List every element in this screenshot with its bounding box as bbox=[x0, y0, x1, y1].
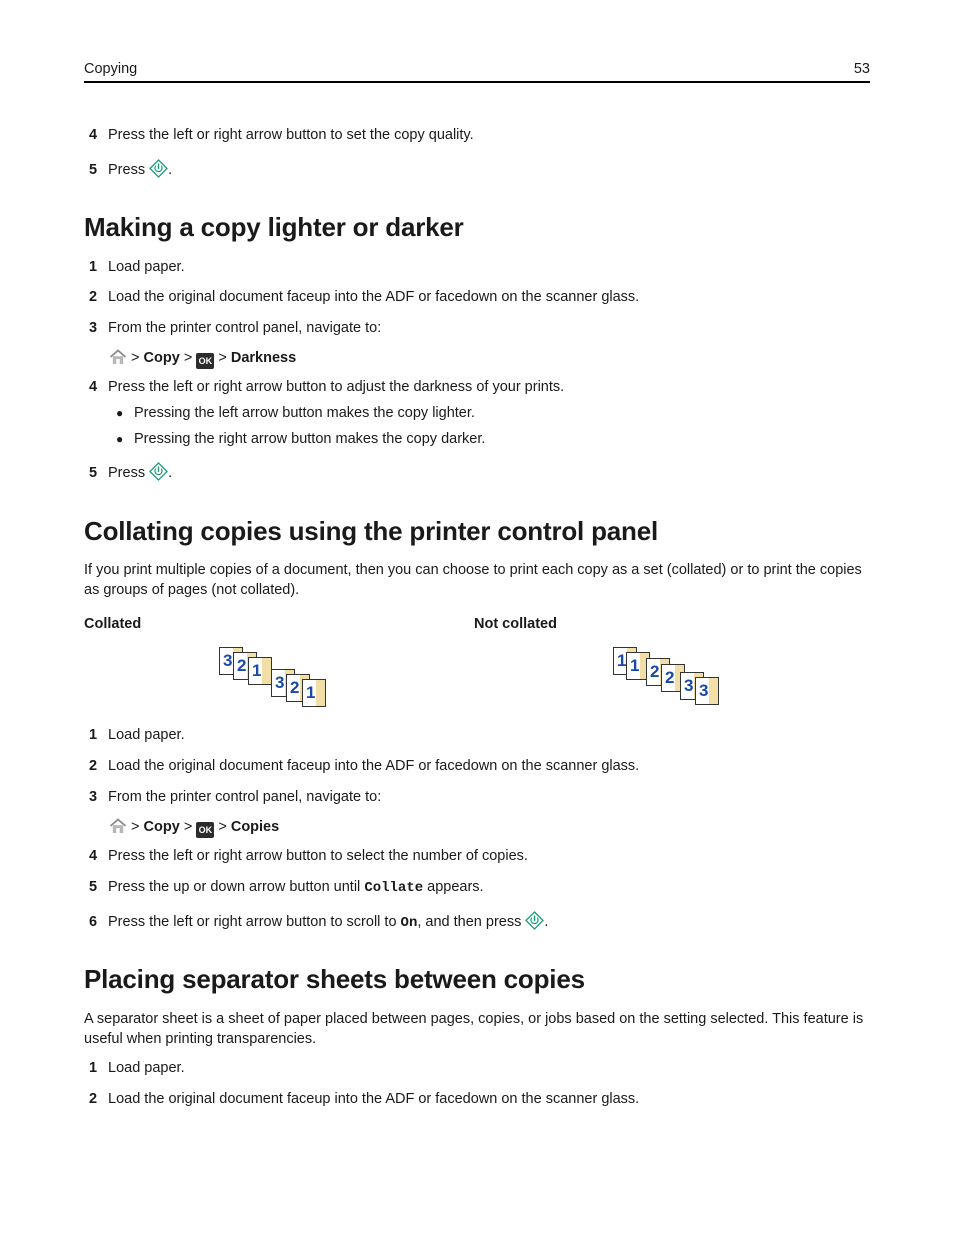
code-on: On bbox=[400, 915, 418, 931]
page-digit: 2 bbox=[665, 668, 675, 687]
step-text: From the printer control panel, navigate to: bbox=[108, 789, 382, 805]
nav-copy: Copy bbox=[143, 350, 180, 366]
page-digit: 2 bbox=[237, 656, 247, 675]
step-item bbox=[89, 848, 528, 864]
section-title-lighter-darker: Making a copy lighter or darker bbox=[84, 212, 464, 242]
page-digit: 3 bbox=[275, 673, 285, 692]
step-number: 5 bbox=[89, 162, 98, 178]
page-digit: 1 bbox=[617, 651, 627, 670]
step-suffix: . bbox=[544, 914, 549, 930]
step-number: 1 bbox=[89, 259, 98, 275]
page-sheet bbox=[695, 677, 719, 705]
nav-target: Darkness bbox=[230, 350, 297, 366]
page-digit: 2 bbox=[650, 662, 660, 681]
step-suffix: . bbox=[168, 162, 173, 178]
step-suffix: . bbox=[168, 465, 173, 481]
page-sheet bbox=[302, 679, 326, 707]
step-number: 1 bbox=[89, 1060, 98, 1076]
step-text: Press bbox=[108, 465, 146, 481]
step-item bbox=[89, 259, 185, 275]
step-item bbox=[89, 289, 639, 305]
bullet-text: Pressing the right arrow button makes the copy darker. bbox=[134, 431, 486, 447]
navigation-path bbox=[109, 349, 296, 369]
page-digit: 3 bbox=[684, 676, 694, 695]
step-text: Load the original document faceup into the ADF or facedown on the scanner glass. bbox=[108, 289, 640, 305]
step-text: Press the left or right arrow button to select the number of copies. bbox=[108, 848, 528, 864]
step-item bbox=[89, 379, 564, 395]
code-collate: Collate bbox=[364, 880, 424, 896]
step-text: Load paper. bbox=[108, 259, 185, 275]
running-header-section: Copying bbox=[84, 61, 138, 77]
step-item bbox=[89, 727, 185, 743]
section-title-separator-sheets: Placing separator sheets between copies bbox=[84, 964, 585, 994]
step-number: 3 bbox=[89, 789, 98, 805]
step-item bbox=[89, 127, 474, 143]
page-digit: 3 bbox=[699, 681, 709, 700]
step-text: , and then press bbox=[417, 914, 522, 930]
section-intro-paragraph: A separator sheet is a sheet of paper placed between pages, copies, or jobs based on the setting selected. This feature is useful when printing transparencies. bbox=[84, 1011, 864, 1047]
step-number: 4 bbox=[89, 379, 98, 395]
home-icon bbox=[109, 350, 127, 366]
start-diamond-icon bbox=[525, 911, 544, 934]
nav-separator: > bbox=[183, 350, 193, 366]
page-digit: 1 bbox=[252, 661, 262, 680]
nav-separator: > bbox=[131, 350, 140, 366]
step-text: From the printer control panel, navigate to: bbox=[108, 320, 382, 336]
navigation-path bbox=[109, 818, 279, 838]
step-number: 3 bbox=[89, 320, 98, 336]
nav-separator: > bbox=[183, 819, 193, 835]
step-text: Load paper. bbox=[108, 727, 185, 743]
nav-target: Copies bbox=[230, 819, 280, 835]
start-diamond-icon bbox=[149, 159, 168, 182]
nav-separator: > bbox=[218, 819, 227, 835]
nav-separator: > bbox=[218, 350, 227, 366]
step-number: 4 bbox=[89, 127, 98, 143]
step-text: Load the original document faceup into the ADF or facedown on the scanner glass. bbox=[108, 758, 640, 774]
page-digit: 1 bbox=[630, 656, 640, 675]
start-diamond-icon bbox=[149, 462, 168, 485]
step-number: 6 bbox=[89, 914, 98, 930]
section-title-collating: Collating copies using the printer control panel bbox=[84, 516, 659, 546]
page-digit: 2 bbox=[290, 678, 300, 697]
step-text: Press the left or right arrow button to adjust the darkness of your prints. bbox=[108, 379, 565, 395]
step-text: Load the original document faceup into the ADF or facedown on the scanner glass. bbox=[108, 1091, 640, 1107]
collated-label: Collated bbox=[84, 616, 142, 632]
page-number: 53 bbox=[853, 61, 870, 77]
step-text: Press the up or down arrow button until bbox=[108, 879, 361, 895]
step-number: 1 bbox=[89, 727, 98, 743]
section-intro-paragraph: If you print multiple copies of a document, then you can choose to print each copy as a set (collated) or to print the copies as groups of pages (not collated). bbox=[84, 562, 862, 598]
step-number: 4 bbox=[89, 848, 98, 864]
step-item bbox=[89, 911, 548, 934]
page-digit: 3 bbox=[223, 651, 233, 670]
header-rule bbox=[84, 81, 870, 83]
step-text: Press the left or right arrow button to scroll to bbox=[108, 914, 397, 930]
step-item bbox=[89, 879, 484, 896]
bullet-text: Pressing the left arrow button makes the copy lighter. bbox=[134, 405, 475, 421]
step-item bbox=[89, 462, 172, 485]
step-number: 5 bbox=[89, 879, 98, 895]
page-sheet bbox=[248, 657, 272, 685]
step-item bbox=[89, 1060, 185, 1076]
step-item bbox=[89, 1091, 639, 1107]
step-item bbox=[89, 758, 639, 774]
nav-separator: > bbox=[131, 819, 140, 835]
step-item bbox=[89, 159, 172, 182]
nav-copy: Copy bbox=[143, 819, 180, 835]
step-number: 2 bbox=[89, 758, 98, 774]
step-number: 2 bbox=[89, 1091, 98, 1107]
not-collated-label: Not collated bbox=[474, 616, 557, 632]
home-icon bbox=[109, 819, 127, 835]
step-number: 5 bbox=[89, 465, 98, 481]
ok-button-icon: OK bbox=[196, 822, 214, 838]
bullet-item: ● Pressing the right arrow button makes the copy darker. bbox=[116, 431, 486, 447]
step-text: Load paper. bbox=[108, 1060, 185, 1076]
step-item bbox=[89, 320, 381, 336]
step-item bbox=[89, 789, 381, 805]
step-text: Press the left or right arrow button to set the copy quality. bbox=[108, 127, 474, 143]
step-text: appears. bbox=[427, 879, 484, 895]
page-digit: 1 bbox=[306, 683, 316, 702]
step-number: 2 bbox=[89, 289, 98, 305]
bullet-item: ● Pressing the left arrow button makes the copy lighter. bbox=[116, 405, 475, 421]
step-text: Press bbox=[108, 162, 146, 178]
ok-button-icon: OK bbox=[196, 353, 214, 369]
